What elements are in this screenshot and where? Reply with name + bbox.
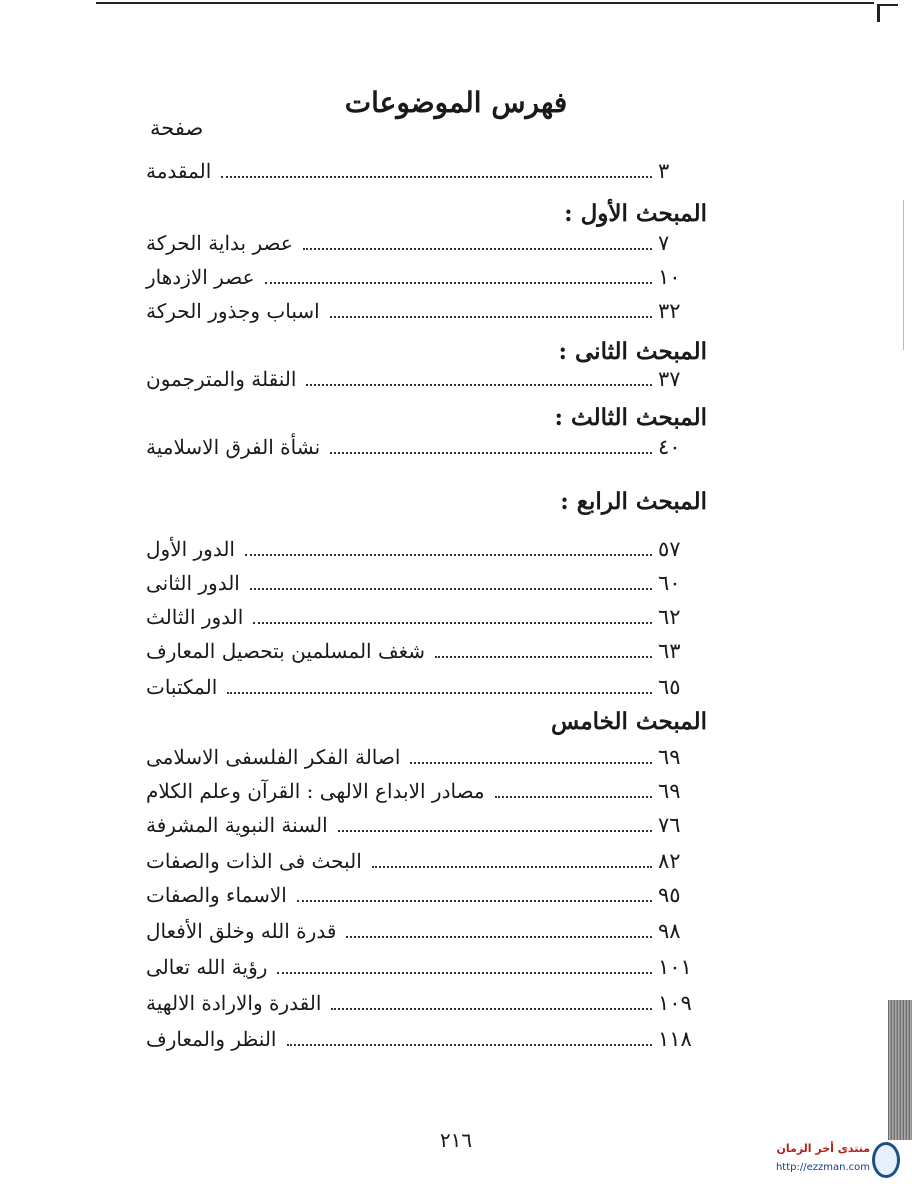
toc-entry-title: رؤية الله تعالى <box>146 955 268 979</box>
dot-leader <box>346 935 652 938</box>
scan-edge-mark <box>877 4 898 22</box>
toc-entry <box>140 636 710 666</box>
scan-edge-line <box>903 200 904 350</box>
section-heading: المبحث الأول : <box>564 200 707 227</box>
toc-entry-title: الدور الثانى <box>146 571 240 595</box>
toc-entry <box>140 742 710 772</box>
dot-leader <box>265 281 653 284</box>
dot-leader <box>287 1043 653 1046</box>
toc-entry <box>140 810 710 840</box>
dot-leader <box>277 971 652 974</box>
toc-entry <box>140 602 710 632</box>
dot-leader <box>330 451 652 454</box>
toc-entry-page: ٦٠ <box>658 571 681 595</box>
toc-entry <box>140 228 710 258</box>
toc-entry-page: ٣٧ <box>658 367 681 391</box>
toc-entry-page: ١٠ <box>658 265 681 289</box>
toc-entry-page: ٦٩ <box>658 779 681 803</box>
toc-entry-title: عصر الازدهار <box>146 265 255 289</box>
toc-entry <box>140 432 710 462</box>
toc-entry <box>140 262 710 292</box>
page-title: فهرس الموضوعات <box>344 86 568 119</box>
toc-entry-page: ٦٥ <box>658 675 681 699</box>
toc-entry <box>140 1024 710 1054</box>
toc-entry-page: ٥٧ <box>658 537 681 561</box>
toc-entry <box>140 776 710 806</box>
toc-entry-title: عصر بداية الحركة <box>146 231 293 255</box>
forum-logo-icon <box>872 1142 900 1178</box>
dot-leader <box>221 175 652 178</box>
dot-leader <box>330 315 652 318</box>
toc-entry-title: البحث فى الذات والصفات <box>146 849 362 873</box>
toc-entry-page: ٣٢ <box>658 299 681 323</box>
toc-entry-title: السنة النبوية المشرفة <box>146 813 328 837</box>
toc-entry-title: القدرة والارادة الالهية <box>146 991 322 1015</box>
toc-entry <box>140 672 710 702</box>
toc-entry <box>140 364 710 394</box>
toc-entry <box>140 296 710 326</box>
toc-entry-title: الاسماء والصفات <box>146 883 287 907</box>
toc-entry-page: ٩٥ <box>658 883 681 907</box>
toc-entry-page: ٩٨ <box>658 919 681 943</box>
toc-entry <box>140 880 710 910</box>
toc-entry-page: ١٠١ <box>658 955 692 979</box>
toc-entry-title: مصادر الابداع الالهى : القرآن وعلم الكلام <box>146 779 485 803</box>
section-heading: المبحث الثانى : <box>558 338 707 365</box>
toc-entry-page: ٧ <box>658 231 670 255</box>
toc-entry-title: المقدمة <box>146 159 212 183</box>
dot-leader <box>297 899 652 902</box>
toc-entry-title: النقلة والمترجمون <box>146 367 297 391</box>
watermark[interactable] <box>700 1138 900 1182</box>
toc-entry-page: ٦٣ <box>658 639 681 663</box>
toc-entry-page: ١١٨ <box>658 1027 692 1051</box>
dot-leader <box>495 795 652 798</box>
toc-entry <box>140 952 710 982</box>
toc-entry-page: ٦٩ <box>658 745 681 769</box>
dot-leader <box>338 829 652 832</box>
dot-leader <box>372 865 652 868</box>
top-rule <box>96 2 874 4</box>
dot-leader <box>245 553 652 556</box>
toc-entry-page: ٧٦ <box>658 813 681 837</box>
section-heading: المبحث الثالث : <box>554 404 707 431</box>
toc-entry <box>140 988 710 1018</box>
dot-leader <box>306 383 652 386</box>
section-heading: المبحث الرابع : <box>560 488 707 515</box>
watermark-name: منتدى أخر الزمان <box>776 1142 870 1155</box>
dot-leader <box>435 655 652 658</box>
toc-entry-page: ١٠٩ <box>658 991 692 1015</box>
toc-entry-page: ٦٢ <box>658 605 681 629</box>
dot-leader <box>250 587 652 590</box>
toc-entry-title: اسباب وجذور الحركة <box>146 299 320 323</box>
toc-entry-page: ٣ <box>658 159 670 183</box>
toc-entry-title: النظر والمعارف <box>146 1027 277 1051</box>
toc-entry <box>140 156 710 186</box>
toc-entry <box>140 568 710 598</box>
toc-entry <box>140 534 710 564</box>
toc-entry-title: الدور الثالث <box>146 605 244 629</box>
dot-leader <box>227 691 652 694</box>
toc-entry-title: اصالة الفكر الفلسفى الاسلامى <box>146 745 401 769</box>
dot-leader <box>331 1007 652 1010</box>
section-heading: المبحث الخامس <box>551 708 707 735</box>
toc-entry-title: المكتبات <box>146 675 218 699</box>
toc-entry <box>140 916 710 946</box>
toc-entry-title: نشأة الفرق الاسلامية <box>146 435 321 459</box>
toc-entry-title: الدور الأول <box>146 537 235 561</box>
dot-leader <box>253 621 652 624</box>
dot-leader <box>303 247 652 250</box>
toc-entry <box>140 846 710 876</box>
watermark-url[interactable]: http://ezzman.com <box>775 1162 870 1173</box>
toc-entry-page: ٤٠ <box>658 435 681 459</box>
dot-leader <box>410 761 652 764</box>
toc-entry-title: شغف المسلمين بتحصيل المعارف <box>146 639 426 663</box>
scan-edge-shadow <box>888 1000 912 1140</box>
toc-entry-title: قدرة الله وخلق الأفعال <box>146 919 337 943</box>
toc-entry-page: ٨٢ <box>658 849 681 873</box>
page-number: ٢١٦ <box>439 1128 473 1152</box>
page-column-label: صفحة <box>150 116 204 140</box>
